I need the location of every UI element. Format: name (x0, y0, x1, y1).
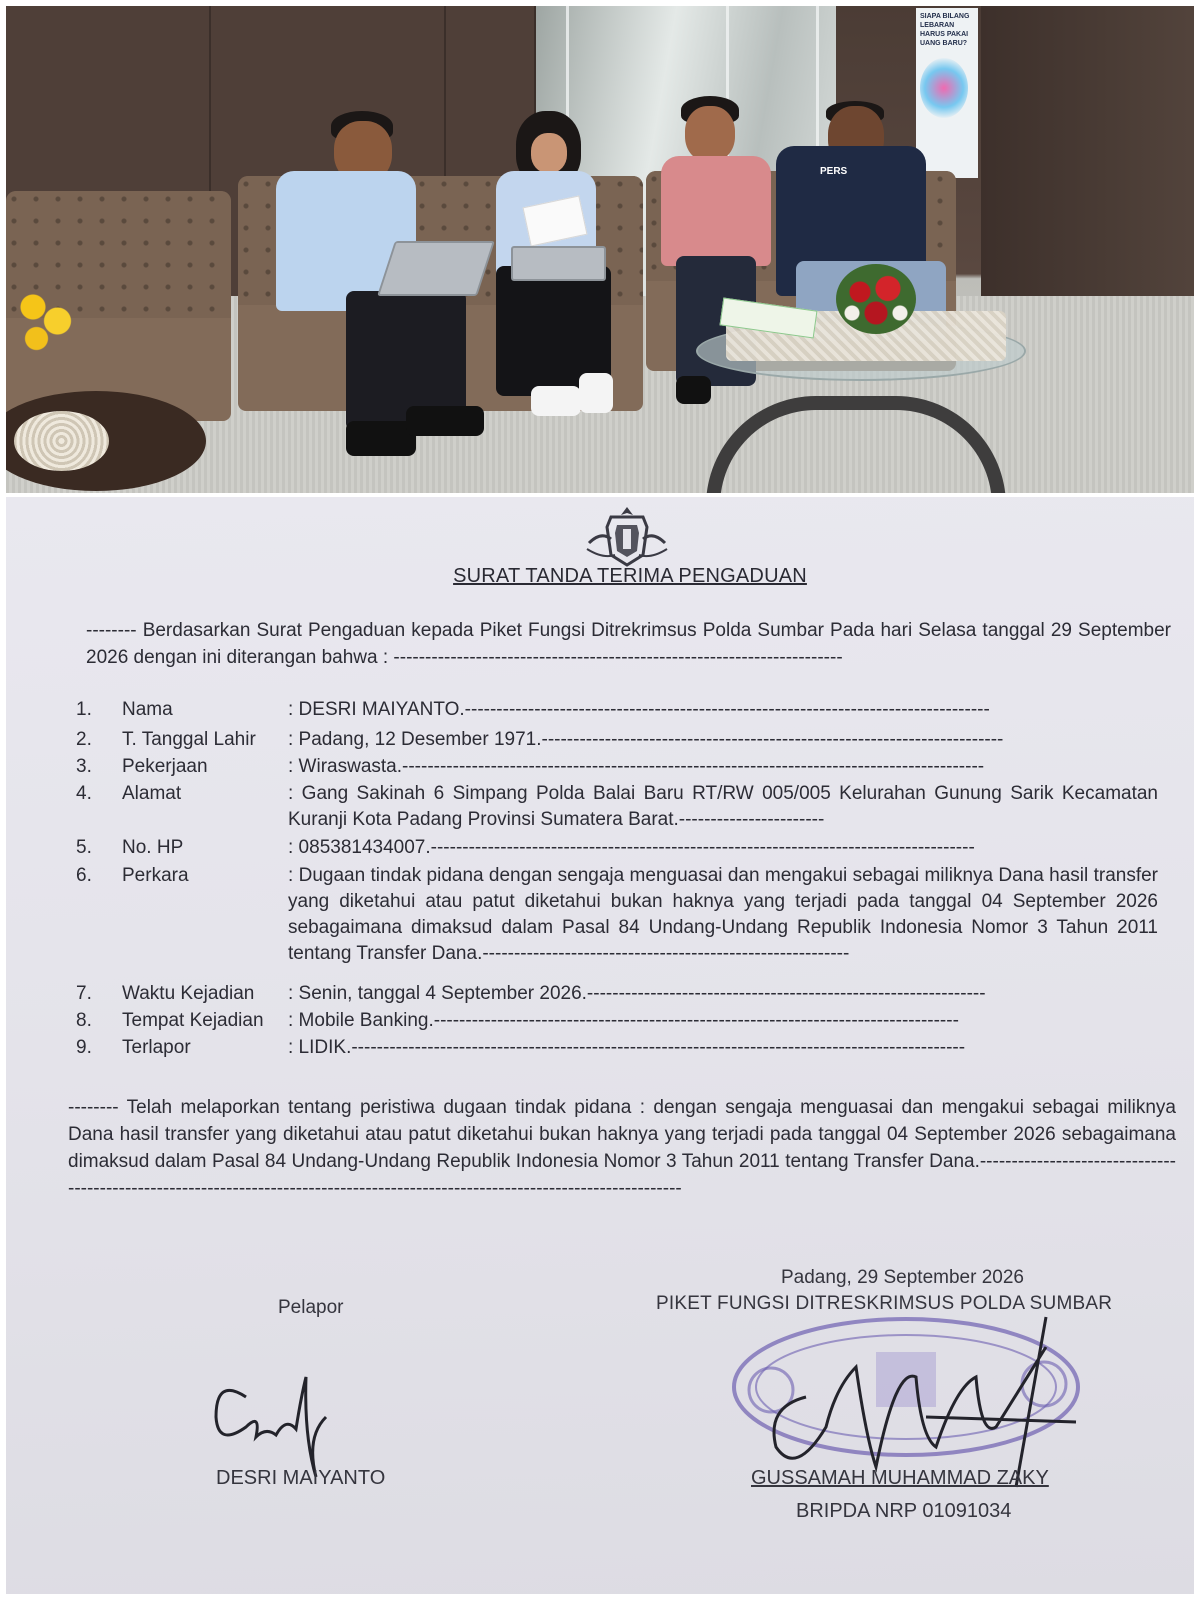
yellow-flowers (12, 286, 82, 356)
field-value: : Senin, tanggal 4 September 2026.--------------------------------------------------------------- (288, 983, 986, 1004)
lace-doily (14, 411, 109, 471)
officer-rank-nrp: BRIPDA NRP 01091034 (796, 1500, 1012, 1522)
field-value: : LIDIK.------------------------------------------------------------------------------------------------- (288, 1037, 966, 1058)
place-date: Padang, 29 September 2026 (781, 1267, 1024, 1288)
field-value: : DESRI MAIYANTO.----------------------------------------------------------------------------------- (288, 699, 990, 720)
field-value: : Padang, 12 Desember 1971.------------------------------------------------------------------------- (288, 729, 1004, 750)
wall-panel (981, 6, 1194, 306)
field-number: 6. (76, 865, 92, 886)
officer-name: GUSSAMAH MUHAMMAD ZAKY (751, 1467, 1049, 1489)
field-number: 5. (76, 837, 92, 858)
field-label: No. HP (122, 837, 184, 858)
field-value: : Wiraswasta.-------------------------------------------------------------------------------------------- (288, 756, 985, 777)
field-label: Alamat (122, 783, 182, 804)
reporter-role: Pelapor (278, 1297, 344, 1318)
field-number: 2. (76, 729, 92, 750)
shoe (406, 406, 484, 436)
reporter-signature (206, 1357, 356, 1517)
police-emblem-icon (581, 505, 673, 567)
shoe (531, 386, 581, 416)
field-number: 9. (76, 1037, 92, 1058)
report-paragraph: -------- Telah melaporkan tentang peristiwa dugaan tindak pidana : dengan sengaja menguasai dan mengakui sebagai miliknya Dana hasil transfer yang diketahui atau patut diketahui bukan haknya yang terjadi pada tanggal 04 September 2026 sebagaimana dimaksud dalam Pasal 84 Undang-Undang Republik Indonesia Nomor 3 Tahun 2011 tentang Transfer Dana.-------------------------------------------------------------------------------------------------------------------------------- (68, 1097, 1176, 1199)
shirt (661, 156, 771, 266)
shoe (579, 373, 613, 413)
face (531, 133, 567, 173)
head (685, 106, 735, 162)
field-number: 3. (76, 756, 92, 777)
document-title: SURAT TANDA TERIMA PENGADUAN (453, 565, 807, 587)
field-label: Waktu Kejadian (122, 983, 255, 1004)
laptop (377, 241, 495, 296)
flower-arrangement (836, 264, 916, 334)
field-label: T. Tanggal Lahir (122, 729, 256, 750)
field-label: Nama (122, 699, 173, 720)
complaint-receipt-document (6, 497, 1194, 1594)
officer-unit: PIKET FUNGSI DITRESKRIMSUS POLDA SUMBAR (656, 1293, 1113, 1314)
field-label: Terlapor (122, 1037, 191, 1058)
banner-text: SIAPA BILANG LEBARAN HARUS PAKAI UANG BARU? (920, 13, 970, 47)
intro-paragraph: -------- Berdasarkan Surat Pengaduan kepada Piket Fungsi Ditrekrimsus Polda Sumbar Pada hari Selasa tanggal 29 September 2026 dengan ini diterangan bahwa : ----------------------------------------------------------------------- (86, 620, 1171, 668)
field-number: 8. (76, 1010, 92, 1031)
field-value: : Gang Sakinah 6 Simpang Polda Balai Baru RT/RW 005/005 Kelurahan Gunung Sarik Kecamatan Kuranji Kota Padang Provinsi Sumatera Barat.----------------------- (288, 783, 1158, 830)
field-number: 4. (76, 783, 92, 804)
laptop (511, 246, 606, 281)
office-photo (6, 6, 1194, 493)
field-label: Tempat Kejadian (122, 1010, 264, 1031)
field-value: : Dugaan tindak pidana dengan sengaja menguasai dan mengakui sebagai miliknya Dana hasil transfer yang diketahui atau patut diketahui bukan haknya yang terjadi pada tanggal 04 September 2026 sebagaimana dimaksud dalam Pasal 84 Undang-Undang Republik Indonesia Nomor 3 Tahun 2011 tentang Transfer Dana.---------------------------------------------------------- (288, 865, 1158, 964)
field-value: : Mobile Banking.----------------------------------------------------------------------------------- (288, 1010, 959, 1031)
shoe (676, 376, 711, 404)
field-label: Pekerjaan (122, 756, 208, 777)
field-label: Perkara (122, 865, 189, 886)
field-value: : 085381434007.-------------------------------------------------------------------------------------- (288, 837, 975, 858)
reporter-name: DESRI MAIYANTO (216, 1467, 386, 1489)
field-number: 1. (76, 699, 92, 720)
field-number: 7. (76, 983, 92, 1004)
pers-badge: PERS (820, 166, 848, 177)
